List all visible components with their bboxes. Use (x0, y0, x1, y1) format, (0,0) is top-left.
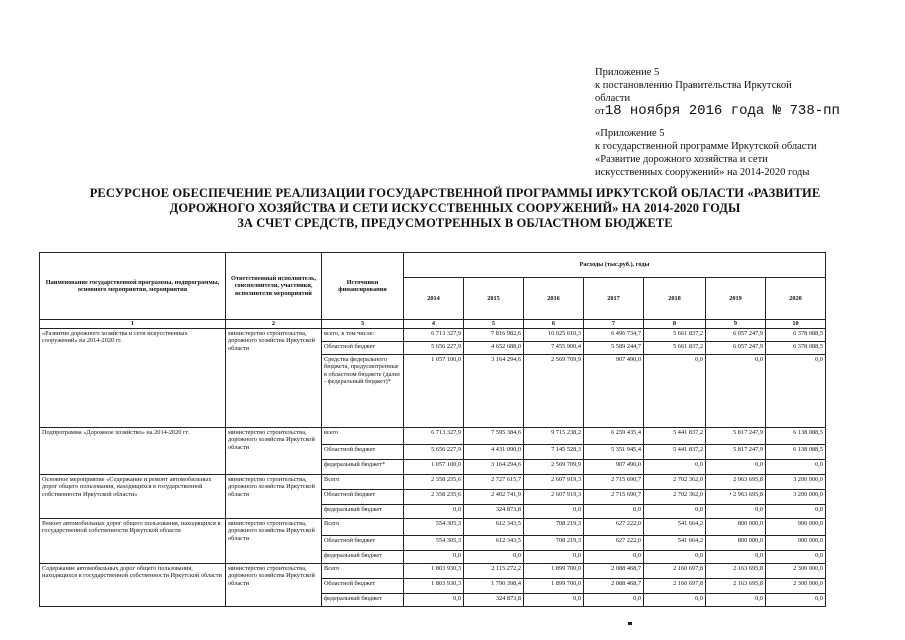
column-index: 1 (40, 320, 226, 329)
appendix-line: к государственной программе Иркутской области (595, 141, 817, 152)
value-cell: 3 200 000,0 (766, 490, 826, 505)
value-cell: 2 715 690,7 (584, 490, 644, 505)
executor-cell: министерство строительства, дорожного хозяйства Иркутской области (226, 475, 322, 519)
value-cell: 0,0 (464, 551, 524, 564)
value-cell: 0,0 (706, 594, 766, 607)
appendix-line: «Приложение 5 (595, 128, 665, 139)
source-cell: Средства федерального бюджета, предусмотренные в областном бюджете (далее - федеральный бюджет)* (322, 355, 404, 428)
value-cell: 708 219,3 (524, 536, 584, 551)
value-cell: 1 899 700,0 (524, 564, 584, 579)
value-cell: 0,0 (644, 594, 706, 607)
item-name-cell: Подпрограмма «Дорожное хозяйство» на 2014-2020 гг. (40, 428, 226, 475)
value-cell: 0,0 (584, 551, 644, 564)
header-name: Наименование государственной программы, подпрограммы, основного мероприятия, мероприятия (40, 253, 226, 320)
value-cell: 5 441 837,2 (644, 445, 706, 460)
value-cell: 4 431 090,0 (464, 445, 524, 460)
source-cell: Областной бюджет (322, 536, 404, 551)
column-index-row (40, 320, 826, 329)
executor-cell: министерство строительства, дорожного хозяйства Иркутской области (226, 329, 322, 428)
value-cell: 9 715 238,2 (524, 428, 584, 445)
value-cell: 554 305,3 (404, 536, 464, 551)
value-cell: 5 656 227,9 (404, 445, 464, 460)
value-cell: 2 702 362,0 (644, 490, 706, 505)
value-cell: 3 200 000,0 (766, 475, 826, 490)
header-year: 2018 (644, 278, 706, 320)
value-cell: 627 222,0 (584, 536, 644, 551)
source-cell: Всего (322, 519, 404, 536)
value-cell: 612 343,5 (464, 536, 524, 551)
value-cell: 554 305,3 (404, 519, 464, 536)
value-cell: 3 164 294,6 (464, 355, 524, 428)
table-row (40, 428, 826, 445)
value-cell: 7 145 528,3 (524, 445, 584, 460)
decree-date-line (595, 105, 840, 118)
value-cell: 6 713 327,9 (404, 428, 464, 445)
value-cell: 0,0 (524, 551, 584, 564)
value-cell: 1 057 100,0 (404, 460, 464, 475)
value-cell: 0,0 (644, 551, 706, 564)
value-cell: 1 057 100,0 (404, 355, 464, 428)
source-cell: Областной бюджет (322, 579, 404, 594)
value-cell: 5 661 837,2 (644, 329, 706, 342)
value-cell: 2 115 272,2 (464, 564, 524, 579)
value-cell: 612 343,5 (464, 519, 524, 536)
value-cell: 0,0 (706, 460, 766, 475)
value-cell: 6 057 247,9 (706, 342, 766, 355)
source-cell: федеральный бюджет* (322, 460, 404, 475)
value-cell: 800 000,0 (706, 519, 766, 536)
value-cell: 2 163 695,8 (706, 564, 766, 579)
table-row (40, 475, 826, 490)
table-row (40, 329, 826, 342)
value-cell: 5 817 247,9 (706, 445, 766, 460)
source-cell: всего (322, 428, 404, 445)
value-cell: 2 607 919,3 (524, 475, 584, 490)
value-cell: 2 300 000,0 (766, 579, 826, 594)
value-cell: 2 088 468,7 (584, 579, 644, 594)
value-cell: 0,0 (766, 460, 826, 475)
value-cell: 0,0 (706, 505, 766, 519)
value-cell: 907 490,0 (584, 460, 644, 475)
value-cell: 0,0 (706, 551, 766, 564)
column-index: 10 (766, 320, 826, 329)
value-cell: 5 589 244,7 (584, 342, 644, 355)
value-cell: • 2 963 695,8 (706, 490, 766, 505)
value-cell: 6 496 734,7 (584, 329, 644, 342)
value-cell: 2 569 709,9 (524, 460, 584, 475)
title-line: РЕСУРСНОЕ ОБЕСПЕЧЕНИЕ РЕАЛИЗАЦИИ ГОСУДАРСТВЕННОЙ ПРОГРАММЫ ИРКУТСКОЙ ОБЛАСТИ «РАЗВИТИЕ (89, 186, 821, 200)
table-row (40, 564, 826, 579)
decree-stamp: 18 ноября 2016 года № 738-пп (604, 103, 840, 119)
header-year: 2015 (464, 278, 524, 320)
value-cell: 2 702 362,0 (644, 475, 706, 490)
item-name-cell: «Развитие дорожного хозяйства и сети искусственных сооружений» на 2014-2020 гг. (40, 329, 226, 428)
item-name-cell: Содержание автомобильных дорог общего пользования, находящихся в государственной собственности Иркутской области (40, 564, 226, 607)
value-cell: 5 351 945,4 (584, 445, 644, 460)
value-cell: 324 873,8 (464, 594, 524, 607)
value-cell: 0,0 (404, 505, 464, 519)
source-cell: Областной бюджет (322, 490, 404, 505)
value-cell: 6 378 088,5 (766, 342, 826, 355)
value-cell: 324 873,8 (464, 505, 524, 519)
source-cell: федеральный бюджет (322, 551, 404, 564)
header-year: 2014 (404, 278, 464, 320)
value-cell: 0,0 (766, 594, 826, 607)
value-cell: 4 652 688,0 (464, 342, 524, 355)
value-cell: 6 057 247,9 (706, 329, 766, 342)
value-cell: 1 790 398,4 (464, 579, 524, 594)
column-index: 8 (644, 320, 706, 329)
value-cell: 6 138 088,5 (766, 445, 826, 460)
value-cell: 907 490,0 (584, 355, 644, 428)
appendix-line: области (595, 93, 631, 104)
column-index: 9 (706, 320, 766, 329)
value-cell: 5 656 227,9 (404, 342, 464, 355)
page-mark (628, 622, 632, 625)
value-cell: 7 595 384,6 (464, 428, 524, 445)
value-cell: 6 259 435,4 (584, 428, 644, 445)
value-cell: 2 163 695,8 (706, 579, 766, 594)
source-cell: всего, в том числе: (322, 329, 404, 342)
value-cell: 0,0 (584, 505, 644, 519)
value-cell: 627 222,0 (584, 519, 644, 536)
value-cell: 2 300 000,0 (766, 564, 826, 579)
value-cell: 2 569 709,9 (524, 355, 584, 428)
column-index: 2 (226, 320, 322, 329)
column-index: 6 (524, 320, 584, 329)
header-year: 2019 (706, 278, 766, 320)
executor-cell: министерство строительства, дорожного хозяйства Иркутской области (226, 564, 322, 607)
item-name-cell: Ремонт автомобильных дорог общего пользования, находящихся в государственной собственности Иркутской области (40, 519, 226, 564)
header-year: 2017 (584, 278, 644, 320)
value-cell: 6 138 088,5 (766, 428, 826, 445)
value-cell: 2 088 468,7 (584, 564, 644, 579)
value-cell: 2 358 235,6 (404, 490, 464, 505)
value-cell: 5 661 837,2 (644, 342, 706, 355)
value-cell: 900 000,0 (766, 536, 826, 551)
appendix-line: Приложение 5 (595, 67, 660, 78)
value-cell: 541 664,2 (644, 519, 706, 536)
header-expenses: Расходы (тыс.руб.), годы (404, 253, 826, 278)
value-cell: 0,0 (644, 355, 706, 428)
source-cell: федеральный бюджет (322, 505, 404, 519)
executor-cell: министерство строительства, дорожного хозяйства Иркутской области (226, 519, 322, 564)
value-cell: 0,0 (524, 594, 584, 607)
source-cell: Всего (322, 564, 404, 579)
value-cell: 2 160 697,8 (644, 579, 706, 594)
value-cell: 0,0 (766, 551, 826, 564)
value-cell: 0,0 (706, 355, 766, 428)
header-year: 2016 (524, 278, 584, 320)
executor-cell: министерство строительства, дорожного хозяйства Иркутской области (226, 428, 322, 475)
value-cell: 0,0 (766, 505, 826, 519)
value-cell: 2 358 235,6 (404, 475, 464, 490)
value-cell: 6 378 088,5 (766, 329, 826, 342)
value-cell: 2 607 919,3 (524, 490, 584, 505)
source-cell: Областной бюджет (322, 445, 404, 460)
value-cell: 2 160 697,8 (644, 564, 706, 579)
value-cell: 0,0 (404, 551, 464, 564)
appendix-line: «Развитие дорожного хозяйства и сети (595, 154, 768, 165)
column-index: 5 (464, 320, 524, 329)
value-cell: 3 164 294,6 (464, 460, 524, 475)
title-line: ЗА СЧЕТ СРЕДСТВ, ПРЕДУСМОТРЕННЫХ В ОБЛАСТНОМ БЮДЖЕТЕ (237, 216, 673, 230)
value-cell: 708 219,3 (524, 519, 584, 536)
item-name-cell: Основное мероприятие «Содержание и ремонт автомобильных дорог общего пользования, находящихся в государственной собственности Иркутской области» (40, 475, 226, 519)
value-cell: 0,0 (644, 505, 706, 519)
value-cell: 900 000,0 (766, 519, 826, 536)
title-line: ДОРОЖНОГО ХОЗЯЙСТВА И СЕТИ ИСКУССТВЕННЫХ СООРУЖЕНИЙ» НА 2014-2020 ГОДЫ (169, 201, 741, 215)
value-cell: 1 803 930,3 (404, 579, 464, 594)
column-index: 7 (584, 320, 644, 329)
value-cell: 7 816 982,6 (464, 329, 524, 342)
value-cell: 2 963 695,8 (706, 475, 766, 490)
value-cell: 1 803 930,3 (404, 564, 464, 579)
source-cell: Всего (322, 475, 404, 490)
value-cell: 0,0 (404, 594, 464, 607)
appendix-line: к постановлению Правительства Иркутской (595, 80, 792, 91)
header-executor: Ответственный исполнитель, соисполнители, участники, исполнители мероприятий (226, 253, 322, 320)
column-index: 3 (322, 320, 404, 329)
value-cell: 541 664,2 (644, 536, 706, 551)
value-cell: 1 899 700,0 (524, 579, 584, 594)
value-cell: 7 455 900,4 (524, 342, 584, 355)
value-cell: 10 025 610,3 (524, 329, 584, 342)
value-cell: 2 727 615,7 (464, 475, 524, 490)
value-cell: 6 713 327,9 (404, 329, 464, 342)
document-title (40, 186, 870, 231)
value-cell: 2 715 690,7 (584, 475, 644, 490)
resource-table (39, 252, 826, 607)
value-cell: 5 817 247,9 (706, 428, 766, 445)
value-cell: 0,0 (584, 594, 644, 607)
column-index: 4 (404, 320, 464, 329)
appendix-line: искусственных сооружений» на 2014-2020 годы (595, 167, 810, 178)
header-sources: Источники финансирования (322, 253, 404, 320)
header-row (40, 253, 826, 278)
value-cell: 5 441 837,2 (644, 428, 706, 445)
appendix-block (595, 66, 840, 179)
table-row (40, 519, 826, 536)
decree-prefix: от (595, 106, 605, 117)
value-cell: 0,0 (644, 460, 706, 475)
value-cell: 0,0 (524, 505, 584, 519)
value-cell: 0,0 (766, 355, 826, 428)
header-year: 2020 (766, 278, 826, 320)
source-cell: Областной бюджет (322, 342, 404, 355)
value-cell: 2 402 741,9 (464, 490, 524, 505)
source-cell: федеральный бюджет (322, 594, 404, 607)
value-cell: 800 000,0 (706, 536, 766, 551)
